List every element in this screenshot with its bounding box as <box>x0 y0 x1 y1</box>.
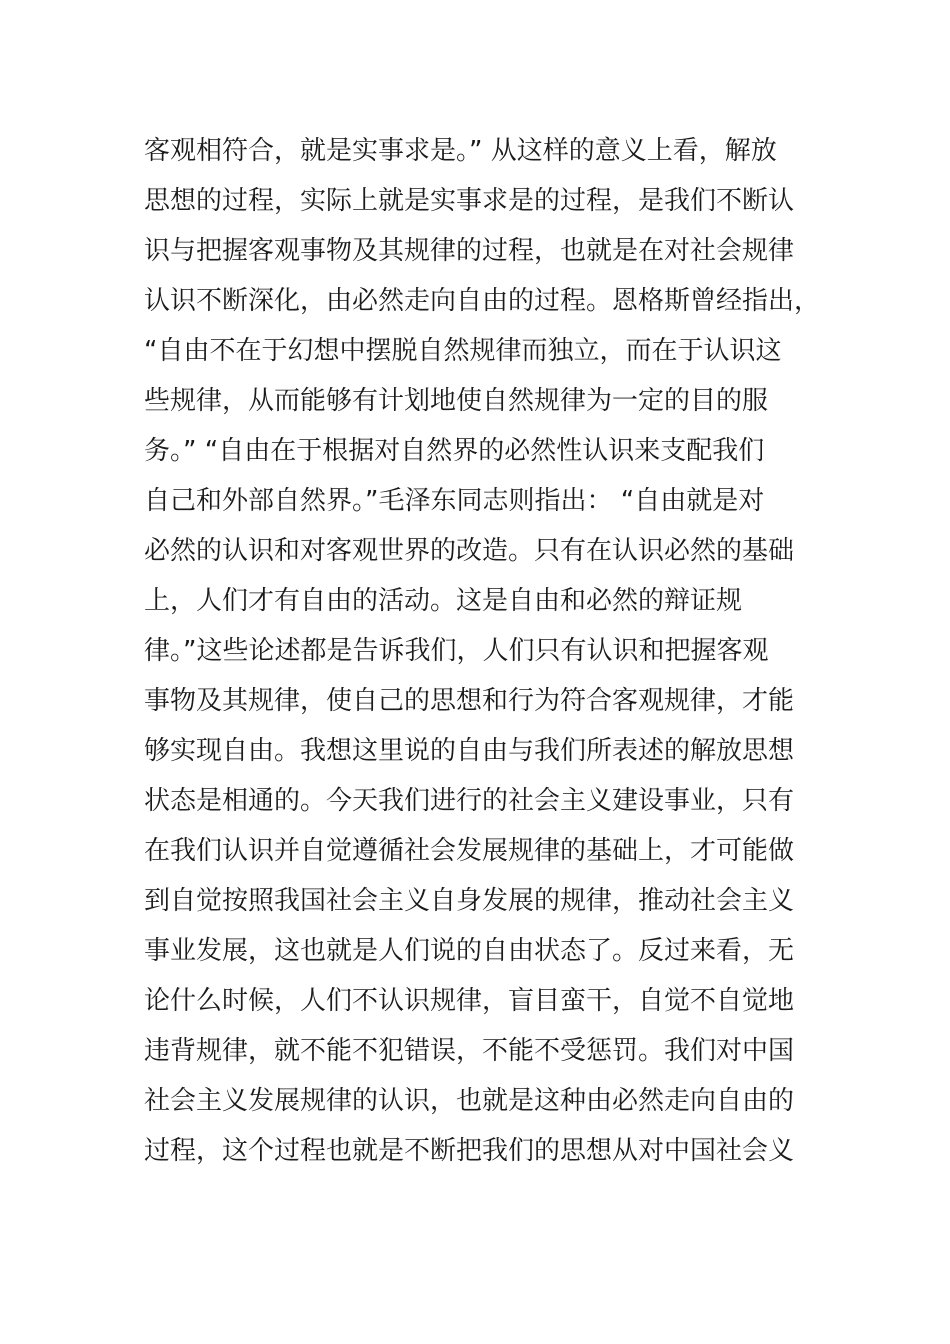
text-line: 律。”这些论述都是告诉我们，人们只有认识和把握客观 <box>144 636 769 666</box>
text-line: 在我们认识并自觉遵循社会发展规律的基础上，才可能做 <box>144 836 795 866</box>
text-line: 事业发展，这也就是人们说的自由状态了。反过来看，无 <box>144 936 795 966</box>
text-line: 到自觉按照我国社会主义自身发展的规律，推动社会主义 <box>144 886 795 916</box>
text-line: 必然的认识和对客观世界的改造。只有在认识必然的基础 <box>144 536 795 566</box>
text-line: 状态是相通的。今天我们进行的社会主义建设事业，只有 <box>144 786 795 816</box>
text-line: 论什么时候，人们不认识规律，盲目蛮干，自觉不自觉地 <box>144 986 795 1016</box>
text-line: 事物及其规律，使自己的思想和行为符合客观规律，才能 <box>144 686 795 716</box>
text-line: 识与把握客观事物及其规律的过程，也就是在对社会规律 <box>144 236 795 266</box>
text-line: 些规律，从而能够有计划地使自然规律为一定的目的服 <box>144 386 769 416</box>
body-text <box>144 126 824 1176</box>
text-line: 务。” “自由在于根据对自然界的必然性认识来支配我们 <box>144 436 765 466</box>
text-line: 自己和外部自然界。”毛泽东同志则指出： “自由就是对 <box>144 486 765 516</box>
text-line: 社会主义发展规律的认识，也就是这种由必然走向自由的 <box>144 1086 795 1116</box>
text-line: 过程，这个过程也就是不断把我们的思想从对中国社会义 <box>144 1136 795 1166</box>
text-line: 违背规律，就不能不犯错误，不能不受惩罚。我们对中国 <box>144 1036 795 1066</box>
text-line: 上，人们才有自由的活动。这是自由和必然的辩证规 <box>144 586 743 616</box>
text-line: 认识不断深化，由必然走向自由的过程。恩格斯曾经指出， <box>144 286 821 316</box>
text-line: “自由不在于幻想中摆脱自然规律而独立，而在于认识这 <box>144 336 782 366</box>
text-line: 思想的过程，实际上就是实事求是的过程，是我们不断认 <box>144 186 795 216</box>
text-line: 够实现自由。我想这里说的自由与我们所表述的解放思想 <box>144 736 795 766</box>
text-line: 客观相符合，就是实事求是。” 从这样的意义上看，解放 <box>144 136 777 166</box>
